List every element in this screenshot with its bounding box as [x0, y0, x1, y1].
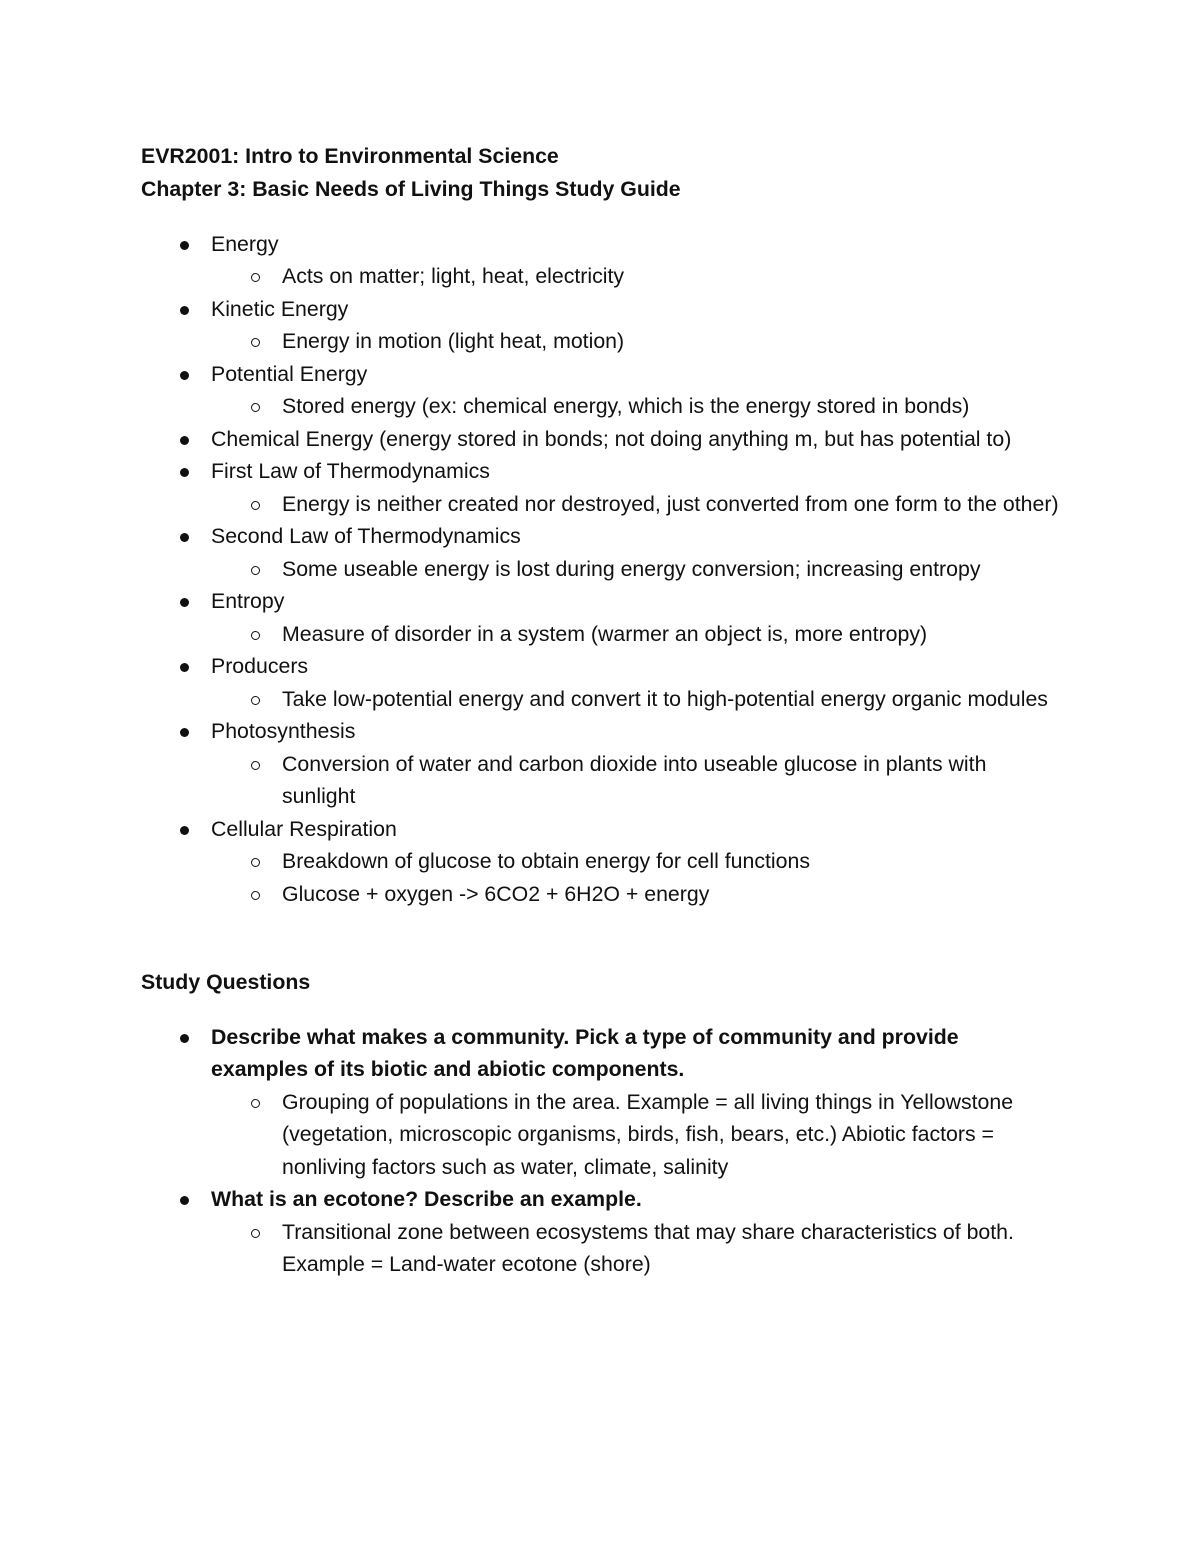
term-item: Potential Energy — [141, 358, 1061, 391]
study-questions-heading: Study Questions — [141, 969, 311, 994]
term-note: Take low-potential energy and convert it to high-potential energy organic modules — [141, 683, 1062, 716]
course-title: EVR2001: Intro to Environmental Science — [141, 144, 559, 168]
term-item: Photosynthesis — [141, 715, 1061, 748]
term-item: First Law of Thermodynamics — [141, 455, 1061, 488]
term-item: Producers — [141, 650, 1061, 683]
term-note: Glucose + oxygen -> 6CO2 + 6H2O + energy — [141, 878, 1062, 911]
term-note: Some useable energy is lost during energy conversion; increasing entropy — [141, 553, 1062, 586]
study-questions-list — [141, 1021, 1061, 1281]
term-note: Energy in motion (light heat, motion) — [141, 325, 1062, 358]
question-item: Describe what makes a community. Pick a type of community and provide examples of its biotic and abiotic components. — [141, 1021, 1061, 1086]
term-item: Second Law of Thermodynamics — [141, 520, 1061, 553]
term-item: Cellular Respiration — [141, 813, 1061, 846]
term-item: Entropy — [141, 585, 1061, 618]
term-note: Energy is neither created nor destroyed, just converted from one form to the other) — [141, 488, 1062, 521]
term-item: Kinetic Energy — [141, 293, 1061, 326]
term-note: Acts on matter; light, heat, electricity — [141, 260, 1062, 293]
term-note: Conversion of water and carbon dioxide into useable glucose in plants with sunlight — [141, 748, 1062, 813]
term-note: Stored energy (ex: chemical energy, which is the energy stored in bonds) — [141, 390, 1062, 423]
answer-item: Transitional zone between ecosystems that may share characteristics of both. Example = Land-water ecotone (shore) — [141, 1216, 1062, 1281]
document-page — [141, 140, 1061, 1281]
terms-list — [141, 228, 1061, 911]
term-item: Energy — [141, 228, 1061, 261]
answer-item: Grouping of populations in the area. Example = all living things in Yellowstone (vegetation, microscopic organisms, birds, fish, bears, etc.) Abiotic factors = nonliving factors such as water, climate, salinity — [141, 1086, 1062, 1184]
term-item: Chemical Energy (energy stored in bonds; not doing anything m, but has potential to) — [141, 423, 1061, 456]
question-item: What is an ecotone? Describe an example. — [141, 1183, 1061, 1216]
chapter-title: Chapter 3: Basic Needs of Living Things Study Guide — [141, 176, 681, 201]
term-note: Measure of disorder in a system (warmer an object is, more entropy) — [141, 618, 1062, 651]
term-note: Breakdown of glucose to obtain energy for cell functions — [141, 845, 1062, 878]
